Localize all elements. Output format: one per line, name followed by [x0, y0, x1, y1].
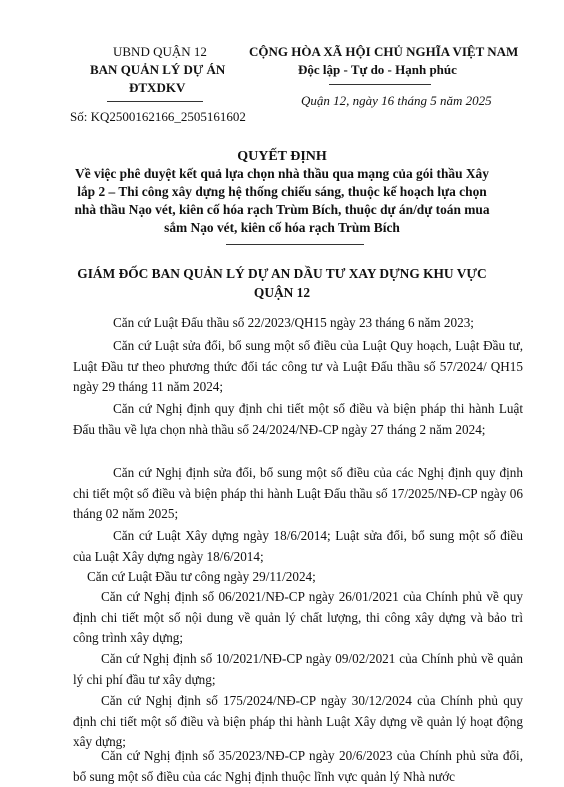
legal-basis-paragraph: Căn cứ Nghị định quy định chi tiết một số điều và biện pháp thi hành Luật Đấu thầu về lựa chọn nhà thầu số 24/2024/NĐ-CP ngày 27 tháng 2 năm 2024;: [73, 401, 523, 437]
issuer-org: BAN QUẢN LÝ DỰ ÁN: [90, 62, 226, 77]
issuer-parent-org: UBND QUẬN 12: [113, 44, 207, 59]
decision-subject-line-4: sắm Nạo vét, kiên cố hóa rạch Trùm Bích: [164, 220, 400, 235]
legal-basis-paragraph: Căn cứ Nghị định số 35/2023/NĐ-CP ngày 20/6/2023 của Chính phủ sửa đổi, bổ sung một số điều của các Nghị định thuộc lĩnh vực quản lý Nhà nước: [73, 748, 523, 784]
legal-basis-paragraph: Căn cứ Luật sửa đổi, bổ sung một số điều của Luật Quy hoạch, Luật Đầu tư, Luật Đầu tư theo phương thức đối tác công tư và Luật Đấu thầu số 57/2024/ QH15 ngày 29 tháng 11 năm 2024;: [73, 338, 523, 394]
document-date: Quận 12, ngày 16 tháng 5 năm 2025: [301, 93, 492, 108]
decision-subject-line-3: nhà thầu Nạo vét, kiên cố hóa rạch Trùm Bích, thuộc dự án/dự toán mua: [74, 202, 490, 217]
legal-basis-paragraph: Căn cứ Nghị định số 06/2021/NĐ-CP ngày 26/01/2021 của Chính phủ về quy định chi tiết một số nội dung về quản lý chất lượng, thi công xây dựng và bảo trì công trình xây dựng;: [73, 589, 523, 645]
decision-title: QUYẾT ĐỊNH: [237, 149, 327, 164]
legal-basis-paragraph: Căn cứ Luật Đầu tư công ngày 29/11/2024;: [87, 569, 316, 584]
decision-subject-line-1: Về việc phê duyệt kết quả lựa chọn nhà thầu qua mạng của gói thầu Xây: [75, 166, 489, 181]
issuer-org-abbrev: ĐTXDKV: [129, 80, 186, 95]
right-header-rule: [329, 84, 431, 85]
legal-basis-paragraph: Căn cứ Luật Xây dựng ngày 18/6/2014; Luật sửa đổi, bổ sung một số điều của Luật Xây dựng ngày 18/6/2014;: [73, 528, 523, 564]
national-title: CỘNG HÒA XÃ HỘI CHỦ NGHĨA VIỆT NAM: [249, 44, 519, 59]
authority-line-2: QUẬN 12: [253, 285, 311, 300]
left-header-rule: [107, 101, 203, 102]
subject-rule: [226, 244, 364, 245]
legal-basis-paragraph: Căn cứ Nghị định sửa đổi, bổ sung một số điều của các Nghị định quy định chi tiết một số điều và biện pháp thi hành Luật Đấu thầu số 17/2025/NĐ-CP ngày 06 tháng 02 năm 2025;: [73, 465, 523, 521]
document-number: Số: KQ2500162166_2505161602: [70, 109, 246, 124]
legal-basis-paragraph: Căn cứ Luật Đấu thầu số 22/2023/QH15 ngày 23 tháng 6 năm 2023;: [113, 315, 474, 330]
authority-line-1: GIÁM ĐỐC BAN QUẢN LÝ DỰ AN DẦU TƯ XAY DỰNG KHU VỰC: [77, 266, 487, 281]
decision-subject-line-2: lắp 2 – Thi công xây dựng hệ thống chiếu sáng, thuộc kế hoạch lựa chọn: [77, 184, 487, 199]
legal-basis-paragraph: Căn cứ Nghị định số 10/2021/NĐ-CP ngày 09/02/2021 của Chính phủ về quản lý chi phí đầu tư xây dựng;: [73, 651, 523, 687]
national-motto: Độc lập - Tự do - Hạnh phúc: [298, 62, 457, 77]
legal-basis-paragraph: Căn cứ Nghị định số 175/2024/NĐ-CP ngày 30/12/2024 của Chính phủ quy định chi tiết một số điều và biện pháp thi hành Luật Xây dựng về quản lý hoạt động xây dựng;: [73, 693, 523, 749]
